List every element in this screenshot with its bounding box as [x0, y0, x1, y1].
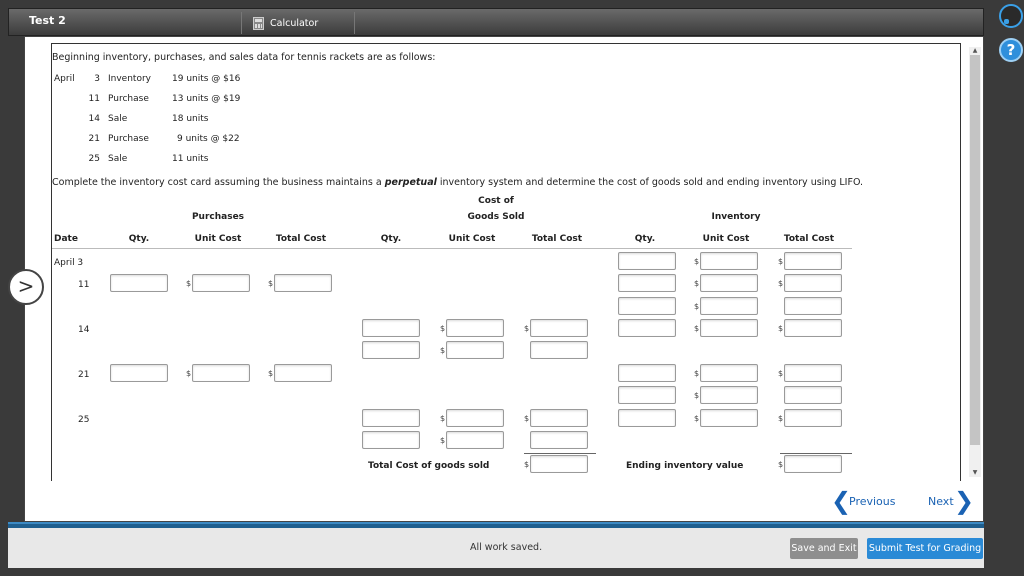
col-total-cost: Total Cost: [275, 234, 327, 244]
total-divider: [780, 453, 852, 454]
cogs-total-cost-input[interactable]: [530, 409, 588, 427]
scroll-up-icon[interactable]: ▲: [972, 47, 978, 54]
question-content: [51, 43, 961, 481]
dollar-sign: $: [694, 257, 700, 266]
submit-test-button[interactable]: Submit Test for Grading: [867, 538, 983, 559]
dollar-sign: $: [440, 346, 446, 355]
dollar-sign: $: [778, 460, 784, 469]
calculator-label: Calculator: [270, 17, 319, 29]
data-type: Purchase: [108, 94, 149, 104]
next-button[interactable]: Next: [928, 495, 954, 508]
previous-button[interactable]: Previous: [849, 495, 896, 508]
data-desc: 9 units @ $22: [177, 134, 240, 144]
dollar-sign: $: [694, 324, 700, 333]
ending-inventory-label: Ending inventory value: [626, 461, 744, 471]
cogs-total-cost-input[interactable]: [530, 319, 588, 337]
dollar-sign: $: [440, 324, 446, 333]
col-qty: Qty.: [380, 234, 402, 244]
cogs-qty-input[interactable]: [362, 409, 420, 427]
row-date: April 3: [54, 258, 84, 268]
cogs-unit-cost-input[interactable]: [446, 341, 504, 359]
inventory-qty-input[interactable]: [618, 319, 676, 337]
data-type: Sale: [108, 114, 128, 124]
data-day: 21: [88, 134, 100, 144]
ending-inventory-input[interactable]: [784, 455, 842, 473]
inventory-unit-cost-input[interactable]: [700, 364, 758, 382]
purchases-header: Purchases: [191, 212, 245, 222]
col-qty: Qty.: [128, 234, 150, 244]
dollar-sign: $: [694, 302, 700, 311]
save-status: All work saved.: [470, 542, 543, 553]
inventory-total-cost-input[interactable]: [784, 409, 842, 427]
data-day: 25: [88, 154, 100, 164]
cogs-header-line2: Goods Sold: [467, 212, 525, 222]
inventory-qty-input[interactable]: [618, 274, 676, 292]
vertical-scrollbar[interactable]: [969, 47, 981, 477]
total-divider: [524, 453, 596, 454]
inventory-unit-cost-input[interactable]: [700, 252, 758, 270]
dollar-sign: $: [524, 414, 530, 423]
chevron-right-icon[interactable]: ❯: [954, 487, 975, 515]
question-panel: [24, 36, 984, 522]
col-date: Date: [54, 234, 78, 244]
titlebar-divider: [354, 12, 355, 34]
col-unit-cost: Unit Cost: [702, 234, 750, 244]
dollar-sign: $: [694, 391, 700, 400]
purchase-total-cost-input[interactable]: [274, 364, 332, 382]
total-cogs-input[interactable]: [530, 455, 588, 473]
col-total-cost: Total Cost: [531, 234, 583, 244]
dollar-sign: $: [186, 279, 192, 288]
dollar-sign: $: [440, 436, 446, 445]
col-total-cost: Total Cost: [783, 234, 835, 244]
inventory-total-cost-input[interactable]: [784, 252, 842, 270]
data-month: April: [54, 74, 75, 84]
footer-bar: [8, 528, 984, 568]
data-type: Sale: [108, 154, 128, 164]
instructions: Complete the inventory cost card assuming the business maintains a perpetual inventory system and determine the cost of goods sold and ending inventory using LIFO.: [52, 177, 864, 188]
calculator-icon: [253, 17, 264, 30]
dollar-sign: $: [524, 324, 530, 333]
chevron-left-icon[interactable]: ❮: [831, 487, 852, 515]
purchase-unit-cost-input[interactable]: [192, 274, 250, 292]
data-desc: 11 units: [172, 154, 209, 164]
dollar-sign: $: [778, 324, 784, 333]
inventory-total-cost-input[interactable]: [784, 386, 842, 404]
cogs-unit-cost-input[interactable]: [446, 431, 504, 449]
inventory-qty-input[interactable]: [618, 386, 676, 404]
row-date: 25: [78, 415, 90, 425]
help-icon[interactable]: ?: [999, 38, 1023, 62]
inventory-total-cost-input[interactable]: [784, 319, 842, 337]
scroll-down-icon[interactable]: ▼: [972, 469, 978, 476]
dollar-sign: $: [778, 257, 784, 266]
data-type: Purchase: [108, 134, 149, 144]
dollar-sign: $: [268, 279, 274, 288]
total-cogs-label: Total Cost of goods sold: [368, 461, 490, 471]
dollar-sign: $: [268, 369, 274, 378]
cogs-qty-input[interactable]: [362, 431, 420, 449]
dollar-sign: $: [778, 414, 784, 423]
col-qty: Qty.: [634, 234, 656, 244]
dollar-sign: $: [694, 279, 700, 288]
save-and-exit-button[interactable]: Save and Exit: [790, 538, 858, 559]
cogs-header-line1: Cost of: [478, 196, 514, 206]
inventory-qty-input[interactable]: [618, 364, 676, 382]
dollar-sign: $: [778, 369, 784, 378]
purchase-total-cost-input[interactable]: [274, 274, 332, 292]
data-desc: 18 units: [172, 114, 209, 124]
data-day: 11: [88, 94, 100, 104]
cogs-total-cost-input[interactable]: [530, 431, 588, 449]
data-desc: 19 units @ $16: [172, 74, 241, 84]
row-date: 21: [78, 370, 90, 380]
data-day: 14: [88, 114, 100, 124]
inventory-total-cost-input[interactable]: [784, 274, 842, 292]
scroll-area: [27, 43, 991, 481]
scroll-thumb[interactable]: [970, 55, 980, 445]
dollar-sign: $: [524, 460, 530, 469]
col-unit-cost: Unit Cost: [448, 234, 496, 244]
inventory-total-cost-input[interactable]: [784, 364, 842, 382]
inventory-header: Inventory: [711, 212, 761, 222]
inventory-qty-input[interactable]: [618, 409, 676, 427]
cogs-unit-cost-input[interactable]: [446, 409, 504, 427]
dollar-sign: $: [440, 414, 446, 423]
inventory-unit-cost-input[interactable]: [700, 319, 758, 337]
cogs-qty-input[interactable]: [362, 341, 420, 359]
inventory-unit-cost-input[interactable]: [700, 386, 758, 404]
dollar-sign: $: [778, 279, 784, 288]
dollar-sign: $: [694, 414, 700, 423]
purchase-qty-input[interactable]: [110, 274, 168, 292]
header-divider: [52, 248, 852, 249]
titlebar-divider: [241, 12, 242, 34]
window-titlebar: [8, 8, 984, 36]
data-type: Inventory: [108, 74, 151, 84]
support-headset-icon[interactable]: [999, 4, 1023, 28]
cogs-unit-cost-input[interactable]: [446, 319, 504, 337]
inventory-qty-input[interactable]: [618, 252, 676, 270]
data-day: 3: [94, 74, 100, 84]
expand-arrow-icon[interactable]: >: [8, 269, 44, 305]
inventory-unit-cost-input[interactable]: [700, 274, 758, 292]
dollar-sign: $: [694, 369, 700, 378]
cogs-qty-input[interactable]: [362, 319, 420, 337]
inventory-unit-cost-input[interactable]: [700, 297, 758, 315]
dollar-sign: $: [186, 369, 192, 378]
col-unit-cost: Unit Cost: [194, 234, 242, 244]
cogs-total-cost-input[interactable]: [530, 341, 588, 359]
inventory-total-cost-input[interactable]: [784, 297, 842, 315]
inventory-qty-input[interactable]: [618, 297, 676, 315]
purchase-unit-cost-input[interactable]: [192, 364, 250, 382]
problem-intro: Beginning inventory, purchases, and sales data for tennis rackets are as follows:: [52, 52, 436, 63]
purchase-qty-input[interactable]: [110, 364, 168, 382]
data-desc: 13 units @ $19: [172, 94, 241, 104]
window-title: Test 2: [29, 14, 66, 27]
instruction-emphasis: perpetual: [384, 177, 437, 188]
calculator-button[interactable]: [253, 15, 318, 31]
row-date: 11: [78, 280, 90, 290]
inventory-unit-cost-input[interactable]: [700, 409, 758, 427]
row-date: 14: [78, 325, 90, 335]
